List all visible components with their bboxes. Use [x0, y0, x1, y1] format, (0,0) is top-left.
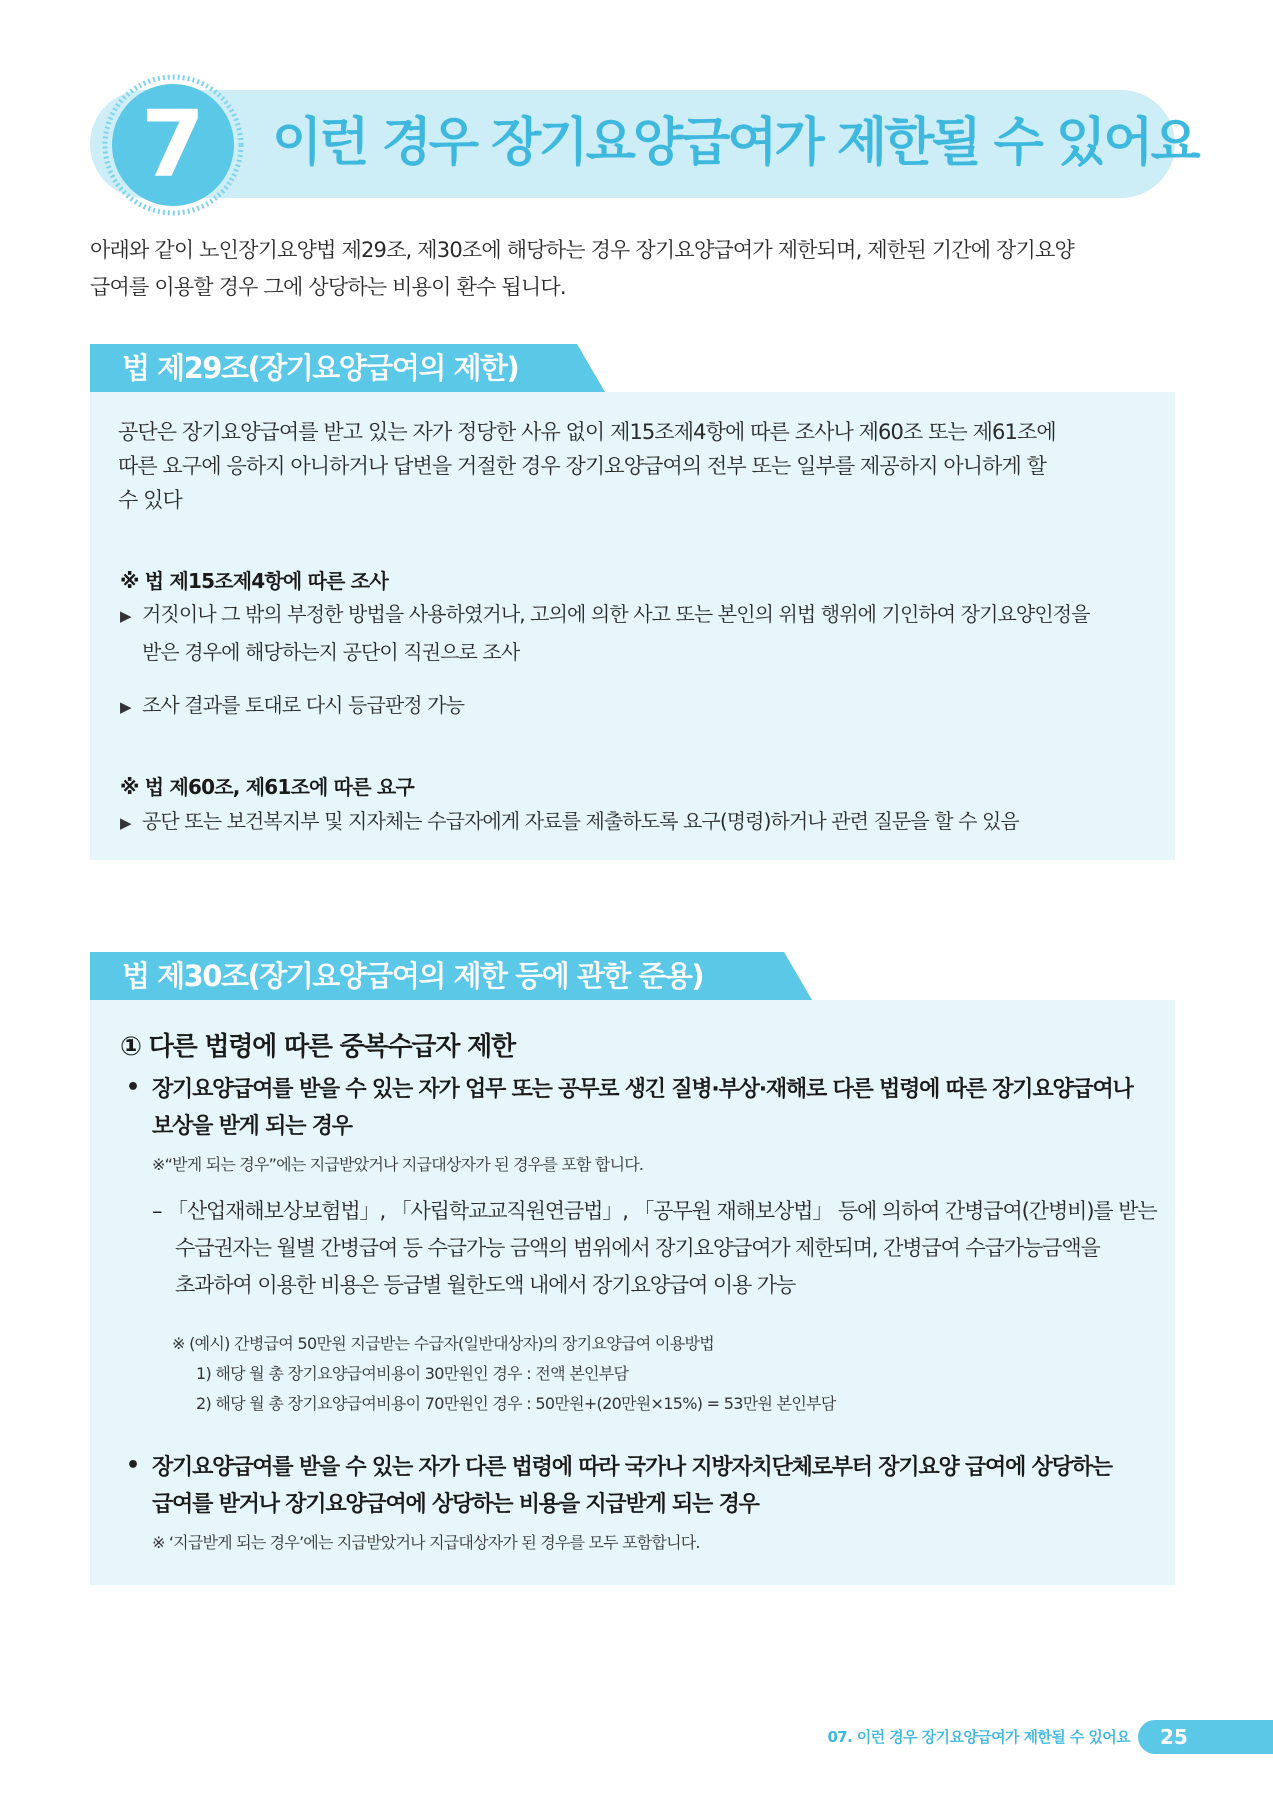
- intro-line: 아래와 같이 노인장기요양법 제29조, 제30조에 해당하는 경우 장기요양급여가 제한되며, 제한된 기간에 장기요양: [90, 238, 1075, 262]
- dash-line: – 「산업재해보상보험법」, 「사립학교교직원연금법」, 「공무원 재해보상법」 등에 의하여 간병급여(간병비)를 받는: [152, 1199, 1157, 1223]
- bullet-dot-icon: •: [126, 1075, 141, 1100]
- care-allowance-paragraph: [152, 1193, 1162, 1304]
- note-15-4-title: ※ 법 제15조제4항에 따른 조사: [120, 569, 388, 593]
- bullet-line: 급여를 받거나 장기요양급여에 상당하는 비용을 지급받게 되는 경우: [152, 1492, 759, 1517]
- triangle-bullet-icon: ▶: [120, 814, 131, 832]
- bullet-footnote: ※“받게 되는 경우”에는 지급받았거나 지급대상자가 된 경우를 포함 합니다.: [152, 1155, 644, 1174]
- bullet-dot-icon: •: [126, 1453, 141, 1478]
- example-line: 1) 해당 월 총 장기요양급여비용이 30만원인 경우 : 전액 본인부담: [196, 1364, 629, 1383]
- triangle-bullet-icon: ▶: [120, 698, 131, 716]
- item-text: 조사 결과를 토대로 다시 등급판정 가능: [142, 693, 465, 717]
- restriction-bullet: [152, 1071, 1162, 1145]
- intro-paragraph: [90, 232, 1175, 306]
- note-15-4-item: [120, 596, 1160, 670]
- section-30-heading-text: 법 제30조(장기요양급여의 제한 등에 관한 준용): [122, 959, 704, 993]
- section-29-heading-text: 법 제29조(장기요양급여의 제한): [122, 351, 519, 385]
- body-line: 공단은 장기요양급여를 받고 있는 자가 정당한 사유 없이 제15조제4항에 따른 조사나 제60조 또는 제61조에: [118, 420, 1056, 444]
- page-number-tab: [1138, 1720, 1273, 1754]
- bullet-line: 장기요양급여를 받을 수 있는 자가 업무 또는 공무로 생긴 질병·부상·재해로 다른 법령에 따른 장기요양급여나: [152, 1077, 1133, 1102]
- example-line: 2) 해당 월 총 장기요양급여비용이 70만원인 경우 : 50만원+(20만원×15%) = 53만원 본인부담: [196, 1394, 836, 1413]
- note-60-61-item: [120, 803, 1160, 841]
- dash-line: 수급권자는 월별 간병급여 등 수급가능 금액의 범위에서 장기요양급여가 제한되며, 간병급여 수급가능금액을: [175, 1236, 1100, 1260]
- chapter-title: 이런 경우 장기요양급여가 제한될 수 있어요: [272, 113, 1198, 173]
- restriction-bullet: [152, 1449, 1162, 1523]
- item-text: 거짓이나 그 밖의 부정한 방법을 사용하였거나, 고의에 의한 사고 또는 본인의 위법 행위에 기인하여 장기요양인정을: [142, 602, 1090, 626]
- example-title: ※ (예시) 간병급여 50만원 지급받는 수급자(일반대상자)의 장기요양급여 이용방법: [172, 1334, 714, 1353]
- bullet-footnote: ※ ‘지급받게 되는 경우’에는 지급받았거나 지급대상자가 된 경우를 모두 포함합니다.: [152, 1533, 700, 1552]
- item-text-cont: 받은 경우에 해당하는지 공단이 직권으로 조사: [142, 640, 520, 664]
- section-29-heading: [90, 344, 605, 392]
- bullet-line: 보상을 받게 되는 경우: [152, 1114, 352, 1139]
- example-block: [172, 1329, 836, 1419]
- note-60-61-title: ※ 법 제60조, 제61조에 따른 요구: [120, 775, 414, 799]
- body-line: 따른 요구에 응하지 아니하거나 답변을 거절한 경우 장기요양급여의 전부 또는 일부를 제공하지 아니하게 할: [118, 454, 1047, 478]
- section-30-heading: [90, 952, 812, 1000]
- section-30-subheading: ① 다른 법령에 따른 중복수급자 제한: [120, 1032, 515, 1062]
- bullet-line: 장기요양급여를 받을 수 있는 자가 다른 법령에 따라 국가나 지방자치단체로부터 장기요양 급여에 상당하는: [152, 1455, 1112, 1480]
- chapter-number-badge: [102, 74, 244, 216]
- dash-line: 초과하여 이용한 비용은 등급별 월한도액 내에서 장기요양급여 이용 가능: [175, 1273, 796, 1297]
- chapter-number: 7: [140, 91, 205, 198]
- intro-line: 급여를 이용할 경우 그에 상당하는 비용이 환수 됩니다.: [90, 275, 566, 299]
- triangle-bullet-icon: ▶: [120, 607, 131, 625]
- page-number: 25: [1160, 1725, 1188, 1749]
- item-text: 공단 또는 보건복지부 및 지자체는 수급자에게 자료를 제출하도록 요구(명령)하거나 관련 질문을 할 수 있음: [142, 809, 1019, 833]
- section-29-body: [118, 415, 1148, 517]
- body-line: 수 있다: [118, 488, 182, 512]
- note-15-4-item: [120, 687, 1160, 725]
- running-title: 07. 이런 경우 장기요양급여가 제한될 수 있어요: [827, 1728, 1130, 1746]
